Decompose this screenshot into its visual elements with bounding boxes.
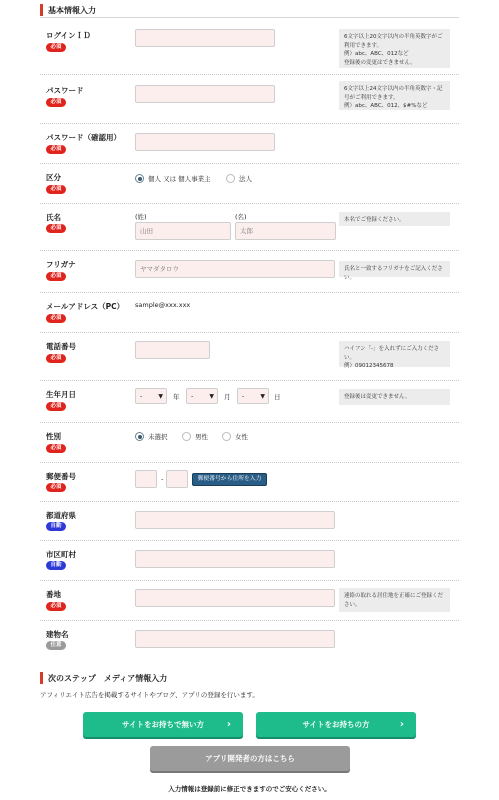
last-name-input[interactable] [135,222,231,240]
row-email [40,293,459,333]
address-lookup-button[interactable]: 郵便番号から住所を入力 [192,473,267,486]
row-birthday [40,381,459,423]
row-furigana [40,251,459,293]
postal-label: 郵便番号 [46,472,76,481]
row-password-confirm [40,124,459,164]
required-badge: 必須 [46,272,66,281]
required-badge: 必須 [46,224,66,233]
auto-badge: 自動 [46,522,66,531]
footnote: 入力情報は登録前に修正できますのでご安心ください。 [168,785,331,793]
next-step-description: アフィリエイト広告を掲載するサイトやブログ、アプリの登録を行います。 [40,691,259,699]
city-label: 市区町村 [46,550,76,559]
birthday-label: 生年月日 [46,390,76,399]
email-value: sample@xxx.xxx [135,301,191,309]
building-input[interactable] [135,630,335,648]
radio-gender-unselected[interactable] [135,432,168,441]
optional-badge: 任意 [46,641,66,650]
gender-option-label: 男性 [195,433,208,441]
postal-code-first-input[interactable] [135,470,157,488]
radio-individual[interactable] [135,174,211,183]
radio-unchecked-icon [222,432,231,441]
row-phone [40,333,459,381]
name-label: 氏名 [46,213,61,222]
radio-gender-female[interactable] [222,432,248,441]
furigana-note: 氏名と一致するフリガナをご記入ください。 [339,261,450,277]
year-unit: 年 [173,393,180,401]
address-label: 番地 [46,590,61,599]
birth-day-value: - [242,392,245,400]
first-name-input[interactable] [235,222,336,240]
required-badge: 必須 [46,354,66,363]
chevron-down-icon: ▼ [260,393,265,400]
phone-input[interactable] [135,341,210,359]
gender-label: 性別 [46,432,61,441]
row-prefecture [40,502,459,541]
next-step-title: 次のステップ メディア情報入力 [48,674,168,683]
section-accent-bar [40,672,43,684]
birth-year-select[interactable] [135,388,167,404]
gender-option-label: 女性 [235,433,248,441]
postal-separator: - [161,475,164,483]
address-input[interactable] [135,589,335,607]
row-login-id [40,20,459,75]
radio-unchecked-icon [226,174,235,183]
row-password [40,75,459,124]
last-name-caption: (姓) [135,213,147,221]
prefecture-label: 都道府県 [46,511,76,520]
required-badge: 必須 [46,314,66,323]
first-name-caption: (名) [235,213,247,221]
has-site-button-label: サイトをお持ちの方 [302,720,370,729]
login-id-label: ログインＩＤ [46,31,91,40]
app-developer-button-label: アプリ開発者の方はこちら [205,754,295,763]
birthday-note: 登録後は変更できません。 [339,389,450,405]
radio-corporation-label: 法人 [239,175,252,183]
row-city [40,541,459,581]
furigana-label: フリガナ [46,260,76,269]
required-badge: 必須 [46,145,66,154]
section-header [40,4,459,18]
radio-checked-icon [135,432,144,441]
no-site-button[interactable] [83,712,243,737]
password-input[interactable] [135,85,275,103]
row-building [40,621,459,657]
row-postal [40,463,459,502]
birth-month-value: - [191,392,194,400]
required-badge: 必須 [46,483,66,492]
auto-badge: 自動 [46,561,66,570]
postal-code-second-input[interactable] [166,470,188,488]
required-badge: 必須 [46,98,66,107]
required-badge: 必須 [46,602,66,611]
furigana-input[interactable] [135,260,335,278]
category-label: 区分 [46,173,61,182]
chevron-down-icon: ▼ [209,393,214,400]
phone-label: 電話番号 [46,342,76,351]
birth-month-select[interactable] [186,388,218,404]
prefecture-input[interactable] [135,511,335,529]
row-gender [40,423,459,463]
city-input[interactable] [135,550,335,568]
row-address [40,581,459,621]
name-note: 本名でご登録ください。 [339,212,450,226]
radio-checked-icon [135,174,144,183]
gender-option-label: 未選択 [148,433,168,441]
chevron-down-icon: ▼ [158,393,163,400]
row-name [40,204,459,251]
radio-individual-label: 個人 又は 個人事業主 [148,175,211,183]
phone-note: ハイフン「-」を入れずにご入力ください。 例）09012345678 [339,341,450,367]
chevron-right-icon: › [226,719,231,730]
building-label: 建物名 [46,630,69,639]
address-note: 連絡の取れる居住地を正確にご登録ください。 [339,588,450,612]
required-badge: 必須 [46,444,66,453]
login-id-input[interactable] [135,29,275,47]
app-developer-button[interactable] [150,746,350,771]
password-confirm-label: パスワード（確認用） [46,133,121,142]
day-unit: 日 [274,393,281,401]
row-category [40,164,459,204]
login-id-note: 6文字以上20文字以内の半角英数字がご利用できます。 例）abc、ABC、012など 登録後の変更はできません。 [339,29,450,68]
section-title: 基本情報入力 [48,6,96,15]
section-accent-bar [40,4,43,16]
email-label: メールアドレス（PC） [46,302,125,311]
required-badge: 必須 [46,43,66,52]
password-confirm-input[interactable] [135,133,275,151]
chevron-right-icon: › [399,719,404,730]
birth-year-value: - [140,392,143,400]
month-unit: 月 [224,393,231,401]
password-note: 6文字以上24文字以内の半角英数字・記号がご利用できます。 例）abc、ABC、012、$#%など [339,81,450,110]
no-site-button-label: サイトをお持ちで無い方 [122,720,204,729]
birth-day-select[interactable] [237,388,269,404]
radio-gender-male[interactable] [182,432,208,441]
radio-unchecked-icon [182,432,191,441]
required-badge: 必須 [46,402,66,411]
has-site-button[interactable] [256,712,416,737]
password-label: パスワード [46,86,84,95]
radio-corporation[interactable] [226,174,252,183]
required-badge: 必須 [46,185,66,194]
